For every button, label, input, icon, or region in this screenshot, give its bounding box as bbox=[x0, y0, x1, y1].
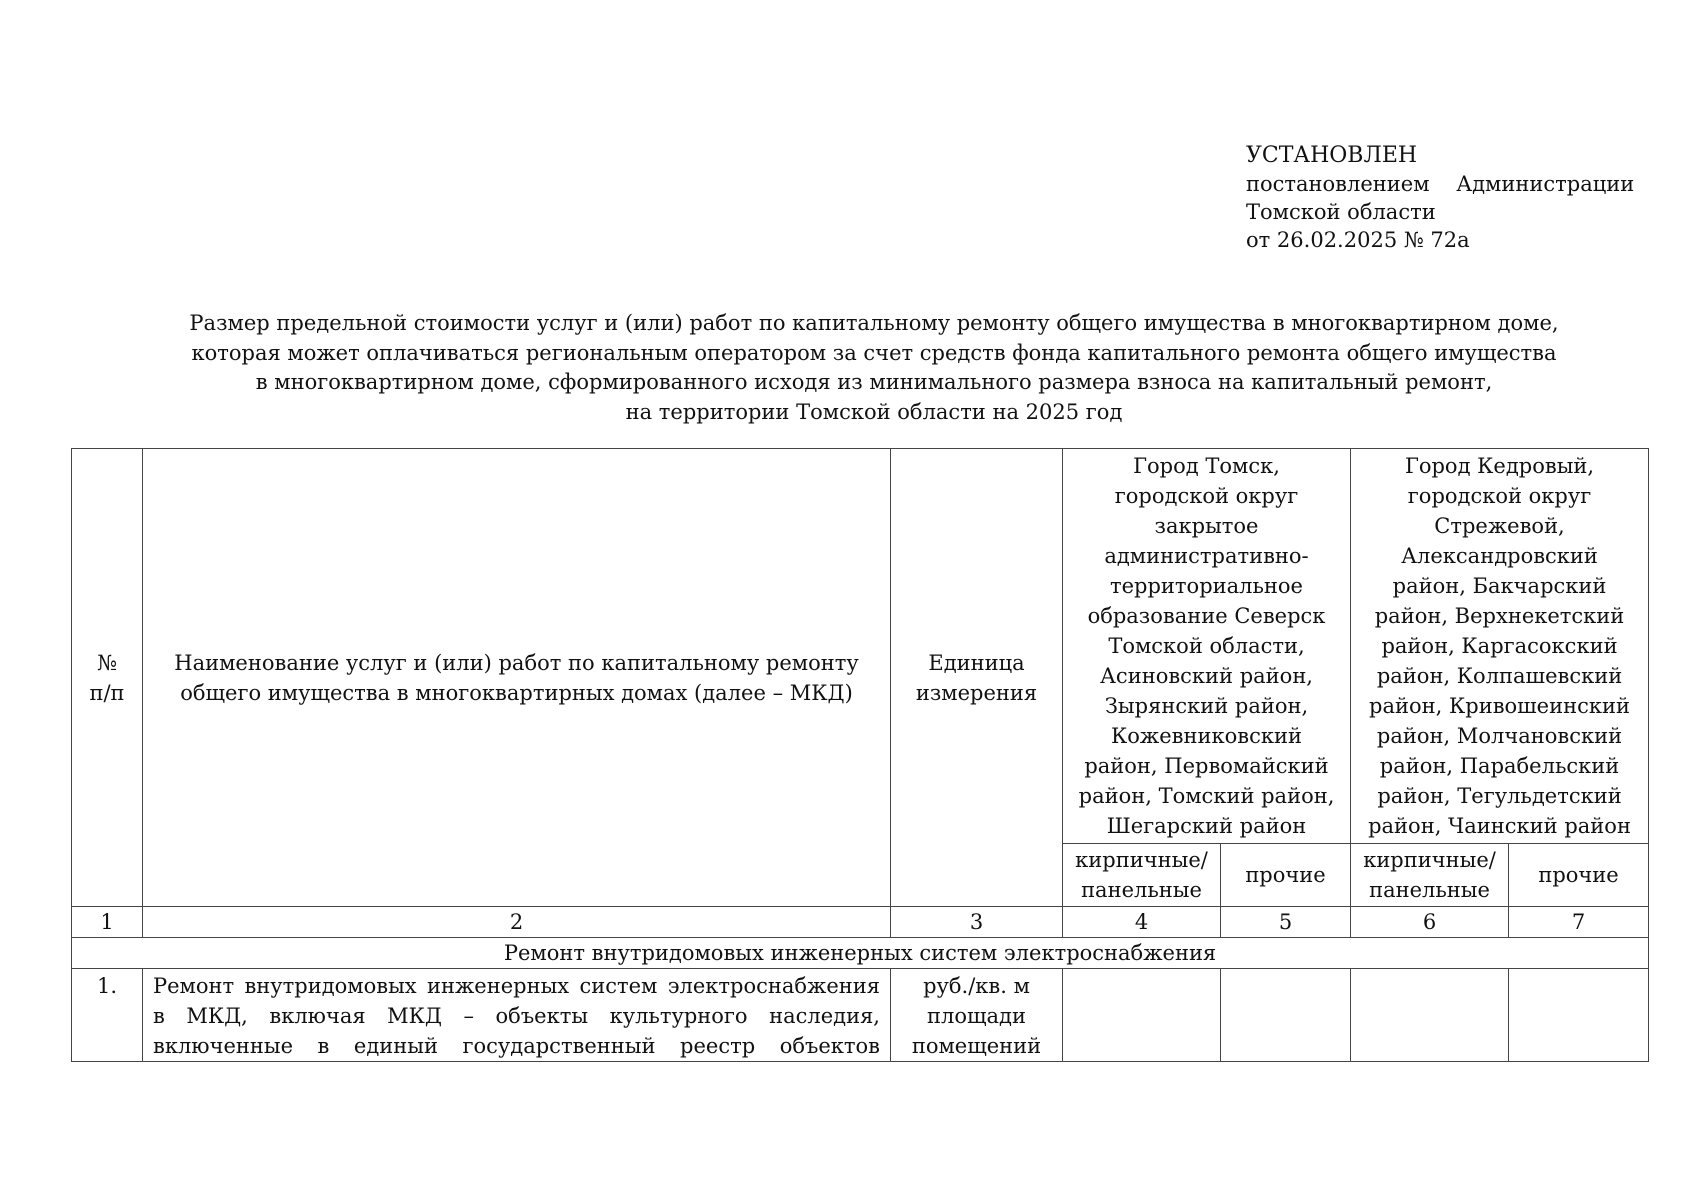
col-number: 2 bbox=[143, 907, 891, 938]
document-title bbox=[60, 309, 1688, 427]
col-number: 4 bbox=[1063, 907, 1221, 938]
header-num: № п/п bbox=[72, 449, 143, 907]
col-number: 3 bbox=[891, 907, 1063, 938]
approval-line-3: от 26.02.2025 № 72а bbox=[1246, 228, 1470, 252]
header-group-2: Город Кедровый, городской округ Стрежевой, Александровский район, Бакчарский район, Верхнекетский район, Каргасокский район, Колпашевский район, Кривошеинский район, Молчановский район, Парабельский район, Тегульдетский район, Чаинский район bbox=[1351, 449, 1649, 844]
col-number: 1 bbox=[72, 907, 143, 938]
header-row-1 bbox=[72, 449, 1649, 844]
approval-heading: УСТАНОВЛЕН bbox=[1246, 143, 1418, 168]
header-name: Наименование услуг и (или) работ по капитальному ремонту общего имущества в многоквартирных домах (далее – МКД) bbox=[143, 449, 891, 907]
title-line-3: в многоквартирном доме, сформированного исходя из минимального размера взноса на капитальный ремонт, bbox=[255, 370, 1493, 394]
title-line-1: Размер предельной стоимости услуг и (или) работ по капитальному ремонту общего имущества в многоквартирном доме, bbox=[189, 311, 1559, 335]
header-other-1: прочие bbox=[1221, 844, 1351, 907]
row-value-cell bbox=[1509, 969, 1649, 1062]
row-num: 1. bbox=[72, 969, 143, 1062]
row-value-cell bbox=[1351, 969, 1509, 1062]
column-number-row bbox=[72, 907, 1649, 938]
row-value-cell bbox=[1221, 969, 1351, 1062]
section-title: Ремонт внутридомовых инженерных систем электроснабжения bbox=[72, 938, 1649, 969]
cost-table bbox=[71, 448, 1649, 1062]
section-row bbox=[72, 938, 1649, 969]
header-other-2: прочие bbox=[1509, 844, 1649, 907]
row-unit: руб./кв. м площади помещений bbox=[891, 969, 1063, 1062]
header-unit: Единица измерения bbox=[891, 449, 1063, 907]
header-brick-2: кирпичные/ панельные bbox=[1351, 844, 1509, 907]
title-line-4: на территории Томской области на 2025 год bbox=[625, 399, 1123, 424]
header-group-1: Город Томск, городской округ закрытое административно- территориальное образование Северск Томской области, Асиновский район, Зырянский район, Кожевниковский район, Первомайский район, Томский район, Шегарский район bbox=[1063, 449, 1351, 844]
title-line-2: которая может оплачиваться региональным оператором за счет средств фонда капитального ремонта общего имущества bbox=[191, 340, 1557, 365]
header-brick-1: кирпичные/ панельные bbox=[1063, 844, 1221, 907]
col-number: 6 bbox=[1351, 907, 1509, 938]
approval-block bbox=[1246, 142, 1634, 254]
row-value-cell bbox=[1063, 969, 1221, 1062]
row-name: Ремонт внутридомовых инженерных систем электроснабжения в МКД, включая МКД – объекты культурного наследия, включенные в единый государственный реестр объектов bbox=[143, 969, 891, 1062]
col-number: 5 bbox=[1221, 907, 1351, 938]
approval-line-1: постановлением Администрации bbox=[1246, 172, 1635, 196]
table-row bbox=[72, 969, 1649, 1062]
col-number: 7 bbox=[1509, 907, 1649, 938]
approval-line-2: Томской области bbox=[1246, 200, 1436, 224]
